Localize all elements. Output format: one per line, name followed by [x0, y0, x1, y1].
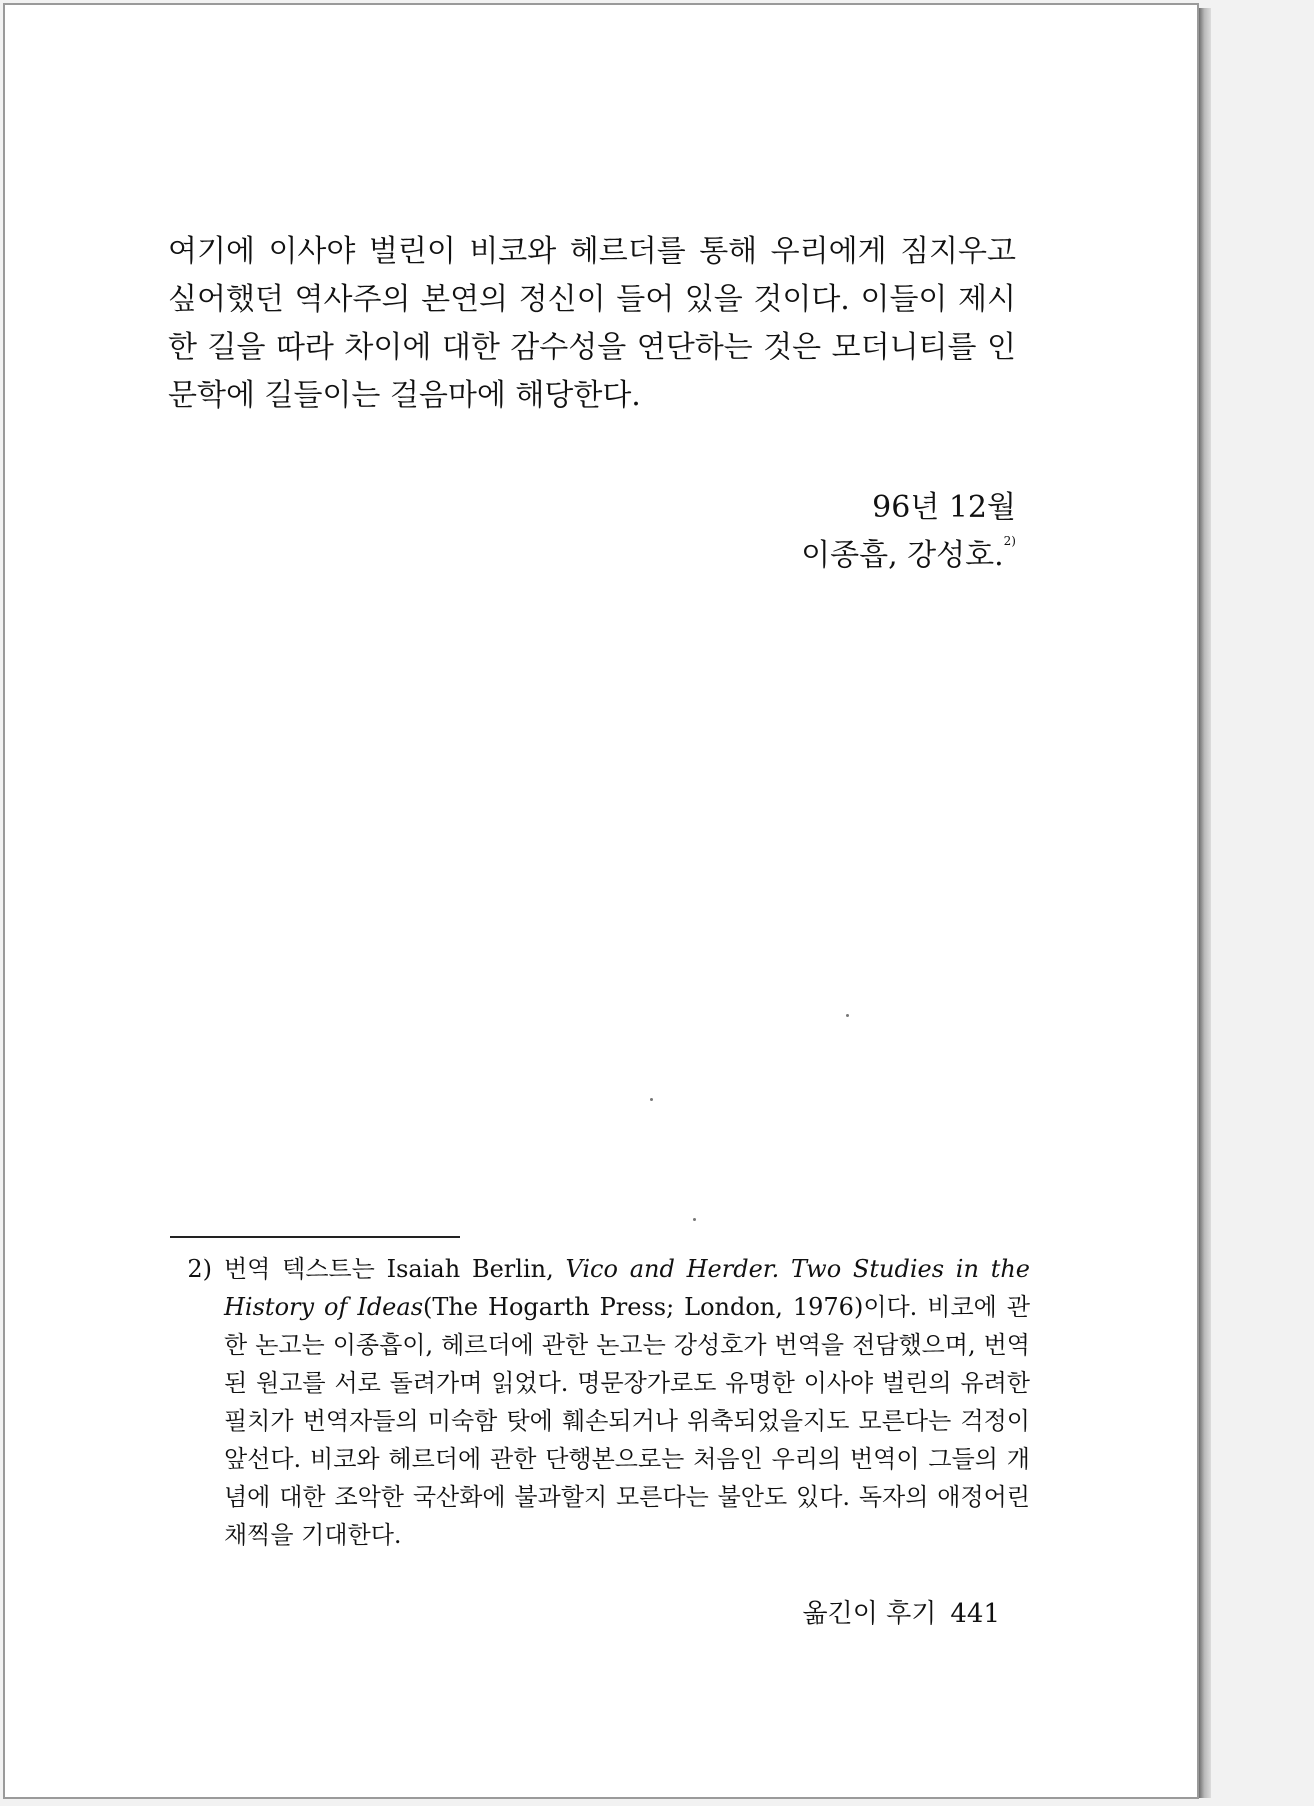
- footnote-text-lead: 번역 텍스트는 Isaiah Berlin,: [224, 1255, 566, 1283]
- body-paragraph: 여기에 이사야 벌린이 비코와 헤르더를 통해 우리에게 짐지우고 싶어했던 역사주의 본연의 정신이 들어 있을 것이다. 이들이 제시한 길을 따라 차이에 대한 감수성을 연단하는 것은 모더니티를 인문학에 길들이는 걸음마에 해당한다.: [168, 234, 1016, 413]
- page-stack-edge: [1199, 8, 1211, 1798]
- signature-block: [801, 484, 1016, 580]
- page-number: 441: [950, 1599, 1000, 1629]
- footnote-marker: 2): [187, 1255, 212, 1283]
- running-footer: [803, 1596, 1001, 1632]
- scan-speck: [650, 1098, 653, 1101]
- signature-names-line: [801, 532, 1016, 580]
- scan-speck: [846, 1014, 849, 1017]
- signature-names: 이종흡, 강성호.: [801, 538, 1004, 573]
- footnote-text-body: (The Hogarth Press; London, 1976)이다. 비코에 관한 논고는 이종흡이, 헤르더에 관한 논고는 강성호가 번역을 전담했으며, 번역된 원고를 서로 돌려가며 읽었다. 명문장가로도 유명한 이사야 벌린의 유려한 필치가 번역자들의 미숙함 탓에 훼손되거나 위축되었을지도 모른다는 걱정이 앞선다. 비코와 헤르더에 관한 단행본으로는 처음인 우리의 번역이 그들의 개념에 대한 조악한 국산화에 불과할지 모른다는 불안도 있다. 독자의 애정어린 채찍을 기대한다.: [224, 1293, 1031, 1549]
- running-footer-section: 옮긴이 후기: [802, 1599, 937, 1629]
- footnote: [187, 1250, 1031, 1554]
- footnote-book-title: Vico and Herder. Two Studies in the History of Ideas: [224, 1255, 1030, 1321]
- signature-date: 96년 12월: [872, 490, 1016, 525]
- footnote-separator: [170, 1236, 460, 1238]
- footnote-reference: 2): [1003, 534, 1016, 548]
- scan-speck: [693, 1218, 696, 1221]
